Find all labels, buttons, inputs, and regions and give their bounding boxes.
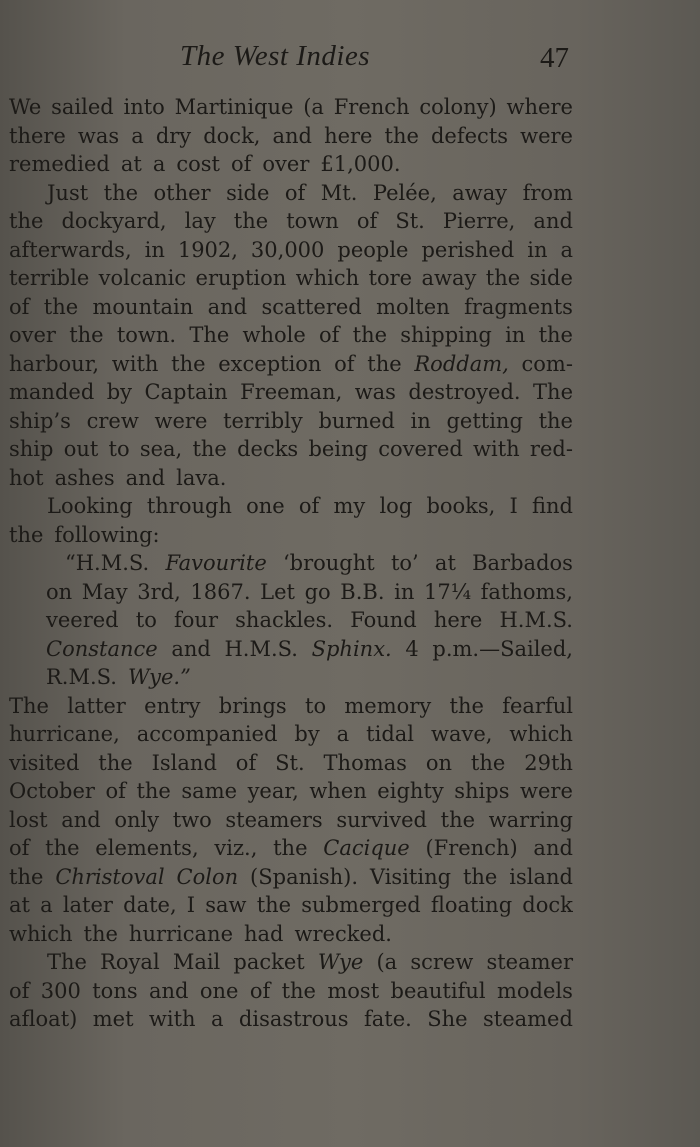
word: tidal [366,722,415,746]
word: books, [426,494,496,518]
word: fragments [464,294,573,319]
word: in [410,408,431,433]
word: Royal [100,950,160,974]
word: the [192,437,227,461]
word: fathoms, [480,579,573,604]
word: covered [378,437,463,461]
word: of [284,180,306,205]
word: side [226,180,270,205]
word: the [43,294,79,319]
word: Let [260,579,295,604]
word: at [434,551,456,575]
word: molten [376,294,450,319]
word: St. [395,209,425,233]
word: the [470,750,506,775]
word: and [148,978,189,1003]
word: packet [233,950,305,974]
word: the [273,836,308,860]
word: dockyard, [61,209,167,233]
word: defects [430,123,509,148]
word: exception [218,351,322,376]
text-line [9,920,573,949]
word: had [244,921,284,946]
word: the [384,123,419,148]
word: from [522,180,573,205]
word: viz., [214,836,258,860]
word: with [148,1007,196,1031]
word: shackles. [235,608,334,632]
text-line [9,891,573,920]
word: being [308,437,368,461]
text-line [9,207,573,236]
word: the [83,921,118,946]
word: on [46,579,73,604]
word: (a [303,95,324,119]
word: visited [9,750,80,775]
word: to [135,608,157,632]
word: Cacique [323,836,410,860]
word: “H.M.S. [65,551,150,575]
word: two [172,807,212,832]
word: side [529,266,573,290]
text-line [9,122,573,151]
word: date, [123,893,177,917]
word: the [440,807,476,832]
word: mountain [92,294,194,319]
text-line [9,407,573,436]
word: were [154,408,208,433]
word: island [509,864,573,889]
word: Captain [144,380,228,404]
word: in [144,237,165,262]
word: the [538,408,573,433]
word: 1867. [190,579,251,604]
word: which [295,266,360,290]
word: 4 [405,636,419,661]
word: Sphinx. [311,636,392,661]
word: The [47,950,87,974]
text-line [9,749,573,778]
word: here [324,123,373,148]
running-title: The West Indies [180,40,371,72]
word: ship’s [9,408,71,433]
word: which [9,921,73,946]
word: wrecked. [294,921,392,946]
word: October [9,779,95,803]
word: The [533,380,573,404]
word: people [337,237,409,262]
word: St. [275,750,305,775]
text-line [9,692,573,721]
word: volcanic [98,266,187,290]
word: brings [218,693,287,718]
word: the [538,323,573,347]
word: and [533,836,573,860]
word: my [333,494,366,518]
text-line [9,321,573,350]
word: to’ [390,551,419,575]
word: steamer [486,950,573,974]
text-line [9,606,573,635]
word: of [298,494,320,518]
word: by [106,380,133,404]
word: was [77,123,120,148]
text-line [9,806,573,835]
word: scattered [261,294,362,319]
word: We [9,95,42,119]
word: harbour, [9,351,100,376]
word: Barbados [472,551,573,575]
word: the [9,209,44,233]
word: Christoval [55,864,165,889]
word: there [9,123,66,148]
text-line [9,350,573,379]
word: May [81,579,128,604]
word: were [520,779,573,803]
word: by [294,722,320,746]
word: was [354,380,396,404]
word: warring [488,807,573,832]
word: remedied [9,152,110,176]
word: the [485,266,521,290]
word: steamed [482,1007,573,1031]
word: dock, [203,123,261,148]
word: fearful [502,693,573,718]
word: Island [151,750,217,775]
word: and [61,807,101,832]
word: whole [242,323,306,347]
word: manded [9,380,95,404]
word: over [262,152,310,176]
word: and [272,123,313,148]
word: of [356,209,378,233]
word: Looking [47,494,133,518]
word: go [304,579,331,604]
word: lost [9,807,48,832]
word: elements, [95,836,199,860]
word: (Spanish). [250,864,358,889]
word: wave, [430,722,493,746]
word: a [210,1007,224,1031]
word: eighty [377,779,444,803]
word: Wye.” [127,665,191,689]
word: terrible [9,266,90,290]
word: fate. [363,1007,412,1031]
word: of [235,750,257,775]
word: of [230,152,252,176]
word: and [533,209,573,233]
text-line [9,378,573,407]
word: Constance [46,636,158,661]
text-line [9,720,573,749]
word: tore [368,266,413,290]
body-text [9,93,573,1034]
word: where [506,95,573,119]
word: the [9,864,44,889]
word: with [111,351,159,376]
word: the [281,978,316,1003]
word: The [189,323,230,347]
text-line [9,777,573,806]
word: crew [86,408,139,433]
word: the [103,180,139,205]
word: I [509,494,518,518]
text-line [9,435,573,464]
word: disastrous [238,1007,349,1031]
word: steamers [225,807,323,832]
word: one [246,494,285,518]
word: terribly [223,408,303,433]
word: a [131,123,144,148]
word: tons [92,978,138,1003]
page-header [0,40,700,80]
word: Thomas [323,750,407,775]
word: floating [430,893,513,917]
word: sailed [51,95,114,119]
word: Visiting [369,864,452,889]
word: other [153,180,211,205]
word: of [319,323,340,347]
word: saw [205,893,247,917]
word: town [286,209,339,233]
word: Martinique [174,95,294,119]
word: and [125,465,166,490]
page-number: 47 [540,42,569,74]
word: 17¼ [423,579,472,604]
word: Favourite [165,551,267,575]
word: the [256,893,292,917]
word: Pierre, [442,209,516,233]
text-line [9,578,573,607]
word: of [334,351,355,376]
word: afterwards, [9,237,132,262]
text-line [9,834,573,863]
word: in [505,323,526,347]
text-line [9,236,573,265]
word: of [9,836,30,860]
word: com- [521,351,573,376]
word: of [249,978,271,1003]
word: a [560,237,573,262]
word: H.M.S. [224,636,298,661]
word: met [92,1007,134,1031]
word: Roddam, [414,351,509,376]
word: screw [410,950,474,974]
word: submerged [301,893,421,917]
word: of [9,294,30,319]
word: of [9,978,30,1003]
text-line [9,863,573,892]
word: which [509,722,573,746]
word: accompanied [136,722,278,746]
word: red- [529,437,573,461]
word: at [9,893,30,917]
word: cost [176,152,220,176]
word: in [394,579,415,604]
word: to [305,693,327,718]
word: perished [421,237,515,262]
word: Just [47,180,89,205]
word: entry [144,693,201,718]
word: (a [376,950,398,974]
text-line [9,977,573,1006]
word: when [309,779,367,803]
word: Found [350,608,417,632]
word: B.B. [340,579,385,604]
text-line [9,464,573,493]
word: over [9,323,56,347]
text-line [9,521,573,550]
word: into [123,95,165,119]
word: Freeman, [240,380,343,404]
word: the [171,351,206,376]
word: log [379,494,413,518]
word: 30,000 [250,237,325,262]
word: ‘brought [282,551,375,575]
text-line [9,293,573,322]
word: colony) [419,95,497,119]
word: out [63,437,99,461]
word: here [433,608,483,632]
word: at [120,152,142,176]
word: later [62,893,113,917]
word: only [114,807,160,832]
word: Colon [176,864,239,889]
word: models [496,978,573,1003]
word: same [181,779,238,803]
text-line [9,264,573,293]
word: 300 [40,978,81,1003]
word: shipping [400,323,492,347]
word: I [186,893,196,917]
word: memory [344,693,432,718]
word: p.m.—Sailed, [432,636,573,661]
word: The [9,693,49,718]
word: the [352,323,388,347]
word: the [69,323,104,347]
word: H.M.S. [499,608,573,632]
word: town. [116,323,177,347]
word: eruption [195,266,287,290]
text-line [9,93,573,122]
word: destroyed. [408,380,521,404]
word: the [367,351,402,376]
word: 1902, [177,237,238,262]
word: the [45,836,80,860]
word: away [421,266,477,290]
word: veered [46,608,119,632]
word: R.M.S. [46,665,117,689]
word: and [207,294,248,319]
word: most [327,978,380,1003]
word: lava. [176,465,227,490]
word: one [199,978,239,1003]
word: dock [522,893,573,917]
word: ashes [54,465,115,490]
word: away [452,180,508,205]
word: 29th [524,750,573,775]
word: She [427,1007,468,1031]
text-line [9,1005,573,1034]
word: following: [54,522,160,547]
word: latter [67,693,126,718]
word: burned [318,408,395,433]
word: French [333,95,410,119]
text-line [9,492,573,521]
word: getting [446,408,523,433]
word: a [40,893,53,917]
word: hot [9,465,44,490]
word: with [473,437,520,461]
word: and [171,636,211,661]
text-line [9,179,573,208]
word: 3rd, [137,579,181,604]
word: decks [237,437,299,461]
word: of [105,779,126,803]
word: Wye [317,950,364,974]
word: a [152,152,166,176]
text-line [9,549,573,578]
word: £1,000. [320,152,401,176]
word: the [462,864,498,889]
text-line [9,635,573,664]
word: find [531,494,573,518]
word: ship [9,437,54,461]
word: survived [336,807,427,832]
word: four [174,608,218,632]
word: hurricane, [9,722,120,746]
word: in [527,237,548,262]
word: year, [247,779,299,803]
word: dry [155,123,192,148]
word: through [146,494,232,518]
word: were [520,123,573,148]
word: to [108,437,130,461]
word: on [425,750,453,775]
word: (French) [425,836,518,860]
word: the [98,750,133,775]
text-line [9,948,573,977]
word: sea, [139,437,183,461]
word: Mt. [320,180,358,205]
word: the [233,209,269,233]
word: the [449,693,484,718]
word: lay [184,209,216,233]
text-line [9,150,573,179]
word: hurricane [128,921,233,946]
word: beautiful [390,978,486,1003]
word: the [9,522,44,547]
word: a [336,722,350,746]
word: ships [454,779,510,803]
word: Mail [172,950,221,974]
word: the [136,779,171,803]
word: Pelée, [372,180,437,205]
text-line [9,663,573,692]
word: afloat) [9,1007,78,1031]
